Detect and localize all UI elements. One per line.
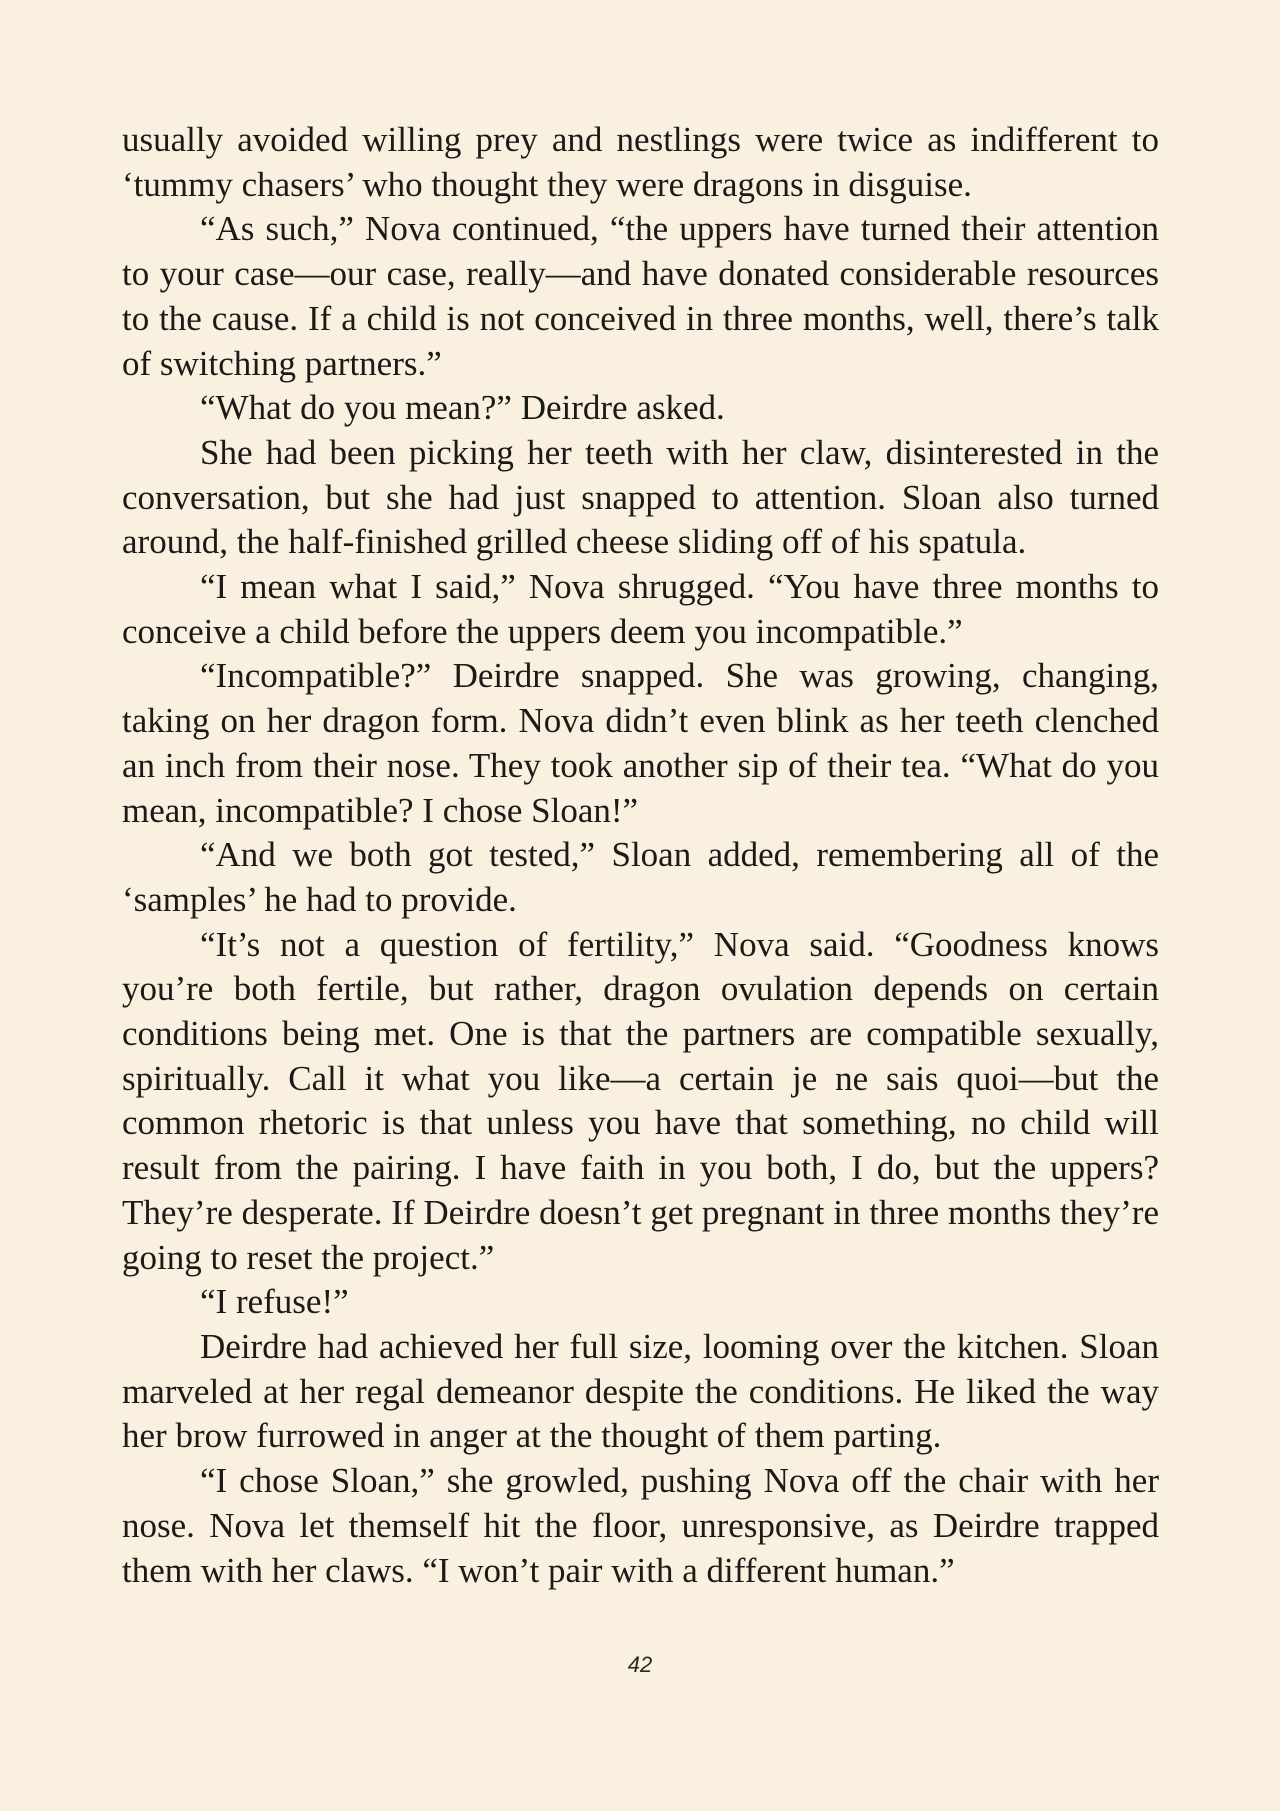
body-text [122, 118, 1159, 1593]
paragraph-1: usually avoided willing prey and nestlings were twice as indifferent to ‘tummy chasers’ who thought they were dragons in disguise. [122, 120, 1159, 204]
paragraph-4: She had been picking her teeth with her claw, disinterested in the conversation, but she had just snapped to attention. Sloan also turned around, the half-finished grilled cheese sliding off of his spatula. [122, 432, 1159, 562]
paragraph-9: “I refuse!” [200, 1282, 349, 1322]
paragraph-5: “I mean what I said,” Nova shrugged. “You have three months to conceive a child before the uppers deem you incompatible.” [122, 567, 1159, 651]
paragraph-8: “It’s not a question of fertility,” Nova said. “Goodness knows you’re both fertile, but rather, dragon ovulation depends on certain conditions being met. One is that the partners are compatible sexually, spiritually. Call it what you like—a certain je ne sais quoi—but the common rhetoric is that unless you have that something, no child will result from the pairing. I have faith in you both, I do, but the uppers? They’re desperate. If Deirdre doesn’t get pregnant in three months they’re going to reset the project.” [122, 924, 1159, 1277]
paragraph-2: “As such,” Nova continued, “the uppers have turned their attention to your case—our case, really—and have donated considerable resources to the cause. If a child is not conceived in three months, well, there’s talk of switching partners.” [122, 209, 1159, 383]
paragraph-10: Deirdre had achieved her full size, looming over the kitchen. Sloan marveled at her regal demeanor despite the conditions. He liked the way her brow furrowed in anger at the thought of them parting. [122, 1326, 1159, 1456]
paragraph-7: “And we both got tested,” Sloan added, remembering all of the ‘samples’ he had to provide. [122, 835, 1159, 919]
paragraph-3: “What do you mean?” Deirdre asked. [200, 388, 725, 428]
page-number: 42 [627, 1652, 653, 1677]
paragraph-6: “Incompatible?” Deirdre snapped. She was growing, changing, taking on her dragon form. Nova didn’t even blink as her teeth clenched an inch from their nose. They took another sip of their tea. “What do you mean, incompatible? I chose Sloan!” [122, 656, 1159, 830]
paragraph-11: “I chose Sloan,” she growled, pushing Nova off the chair with her nose. Nova let themself hit the floor, unresponsive, as Deirdre trapped them with her claws. “I won’t pair with a different human.” [122, 1461, 1159, 1590]
